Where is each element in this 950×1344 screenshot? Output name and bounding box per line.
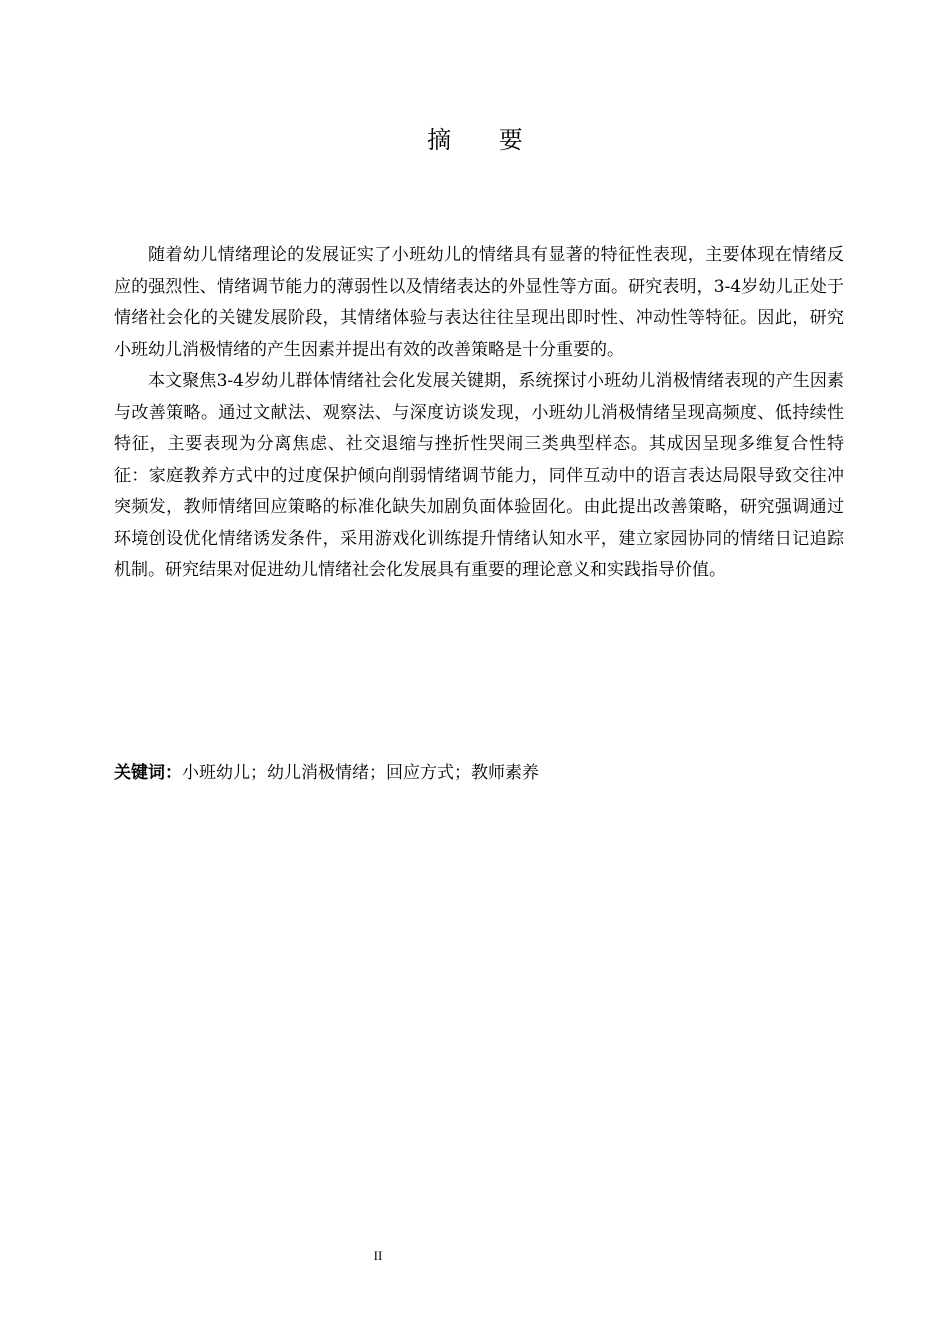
abstract-paragraph-1: 随着幼儿情绪理论的发展证实了小班幼儿的情绪具有显著的特征性表现，主要体现在情绪反应的强烈性、情绪调节能力的薄弱性以及情绪表达的外显性等方面。研究表明，3-4岁幼儿正处于情绪社会化的关键发展阶段，其情绪体验与表达往往呈现出即时性、冲动性等特征。因此，研究小班幼儿消极情绪的产生因素并提出有效的改善策略是十分重要的。	[114, 245, 844, 360]
keywords-line	[114, 758, 844, 788]
keywords-text: 小班幼儿；幼儿消极情绪；回应方式；教师素养	[182, 763, 539, 783]
keywords-label: 关键词：	[114, 763, 182, 783]
page-number: II	[373, 1248, 383, 1263]
abstract-paragraph-2: 本文聚焦3-4岁幼儿群体情绪社会化发展关键期，系统探讨小班幼儿消极情绪表现的产生因素与改善策略。通过文献法、观察法、与深度访谈发现，小班幼儿消极情绪呈现高频度、低持续性特征，主要表现为分离焦虑、社交退缩与挫折性哭闹三类典型样态。其成因呈现多维复合性特征：家庭教养方式中的过度保护倾向削弱情绪调节能力，同伴互动中的语言表达局限导致交往冲突频发，教师情绪回应策略的标准化缺失加剧负面体验固化。由此提出改善策略，研究强调通过环境创设优化情绪诱发条件，采用游戏化训练提升情绪认知水平，建立家园协同的情绪日记追踪机制。研究结果对促进幼儿情绪社会化发展具有重要的理论意义和实践指导价值。	[114, 371, 844, 580]
abstract-body	[114, 240, 844, 587]
abstract-title: 摘 要	[427, 126, 543, 154]
